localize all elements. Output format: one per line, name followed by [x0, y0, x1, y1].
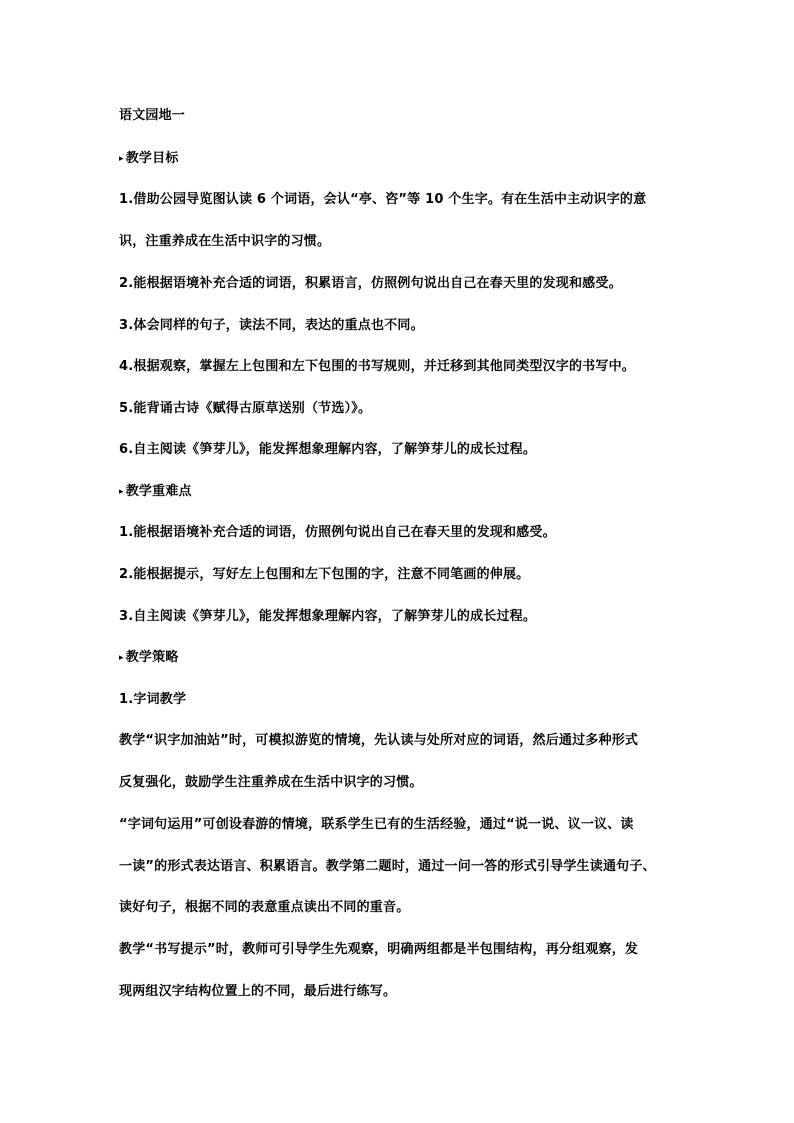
strategy-paragraph-line: 教学“书写提示”时，教师可引导学生先观察，明确两组都是半包围结构，再分组观察，发	[119, 942, 639, 957]
section-heading-difficulties	[119, 482, 192, 502]
goal-line: 4.根据观察，掌握左上包围和左下包围的书写规则，并迁移到其他同类型汉字的书写中。	[119, 359, 635, 374]
strategy-paragraph-line: “字词句运用”可创设春游的情境，联系学生已有的生活经验，通过“说一说、议一议、读	[119, 817, 634, 832]
goal-line: 2.能根据语境补充合适的词语，积累语言，仿照例句说出自己在春天里的发现和感受。	[119, 276, 622, 291]
goal-line: 识，注重养成在生活中识字的习惯。	[119, 234, 331, 249]
section-heading-strategy	[119, 648, 179, 668]
difficulty-line: 3.自主阅读《笋芽儿》，能发挥想象理解内容，了解笋芽儿的成长过程。	[119, 609, 537, 624]
strategy-paragraph-line: 读好句子，根据不同的表意重点读出不同的重音。	[119, 900, 410, 915]
strategy-paragraph-line: 一读”的形式表达语言、积累语言。教学第二题时，通过一问一答的形式引导学生读通句子、	[119, 859, 656, 874]
difficulty-line: 1.能根据语境补充合适的词语，仿照例句说出自己在春天里的发现和感受。	[119, 525, 556, 540]
triangle-bullet-icon: ▸	[119, 653, 124, 663]
triangle-bullet-icon: ▸	[119, 487, 124, 497]
document-title: 语文园地一	[119, 108, 186, 123]
triangle-bullet-icon: ▸	[119, 154, 124, 164]
section-heading-label: 教学目标	[125, 151, 179, 166]
difficulty-line: 2.能根据提示，写好左上包围和左下包围的字，注意不同笔画的伸展。	[119, 567, 530, 582]
section-heading-label: 教学重难点	[125, 484, 192, 499]
goal-line: 1.借助公园导览图认读 6 个词语，会认“亭、咨”等 10 个生字。有在生活中主动识字的意	[119, 192, 647, 207]
goal-line: 5.能背诵古诗《赋得古原草送别（节选）》。	[119, 401, 372, 416]
strategy-subheading: 1.字词教学	[119, 692, 187, 707]
strategy-paragraph-line: 现两组汉字结构位置上的不同，最后进行练写。	[119, 984, 397, 999]
goal-line: 6.自主阅读《笋芽儿》，能发挥想象理解内容，了解笋芽儿的成长过程。	[119, 442, 537, 457]
strategy-paragraph-line: 反复强化，鼓励学生注重养成在生活中识字的习惯。	[119, 775, 423, 790]
strategy-paragraph-line: 教学“识字加油站”时，可模拟游览的情境，先认读与处所对应的词语，然后通过多种形式	[119, 733, 639, 748]
section-heading-label: 教学策略	[125, 650, 179, 665]
section-heading-goals	[119, 149, 179, 169]
goal-line: 3.体会同样的句子，读法不同，表达的重点也不同。	[119, 318, 424, 333]
